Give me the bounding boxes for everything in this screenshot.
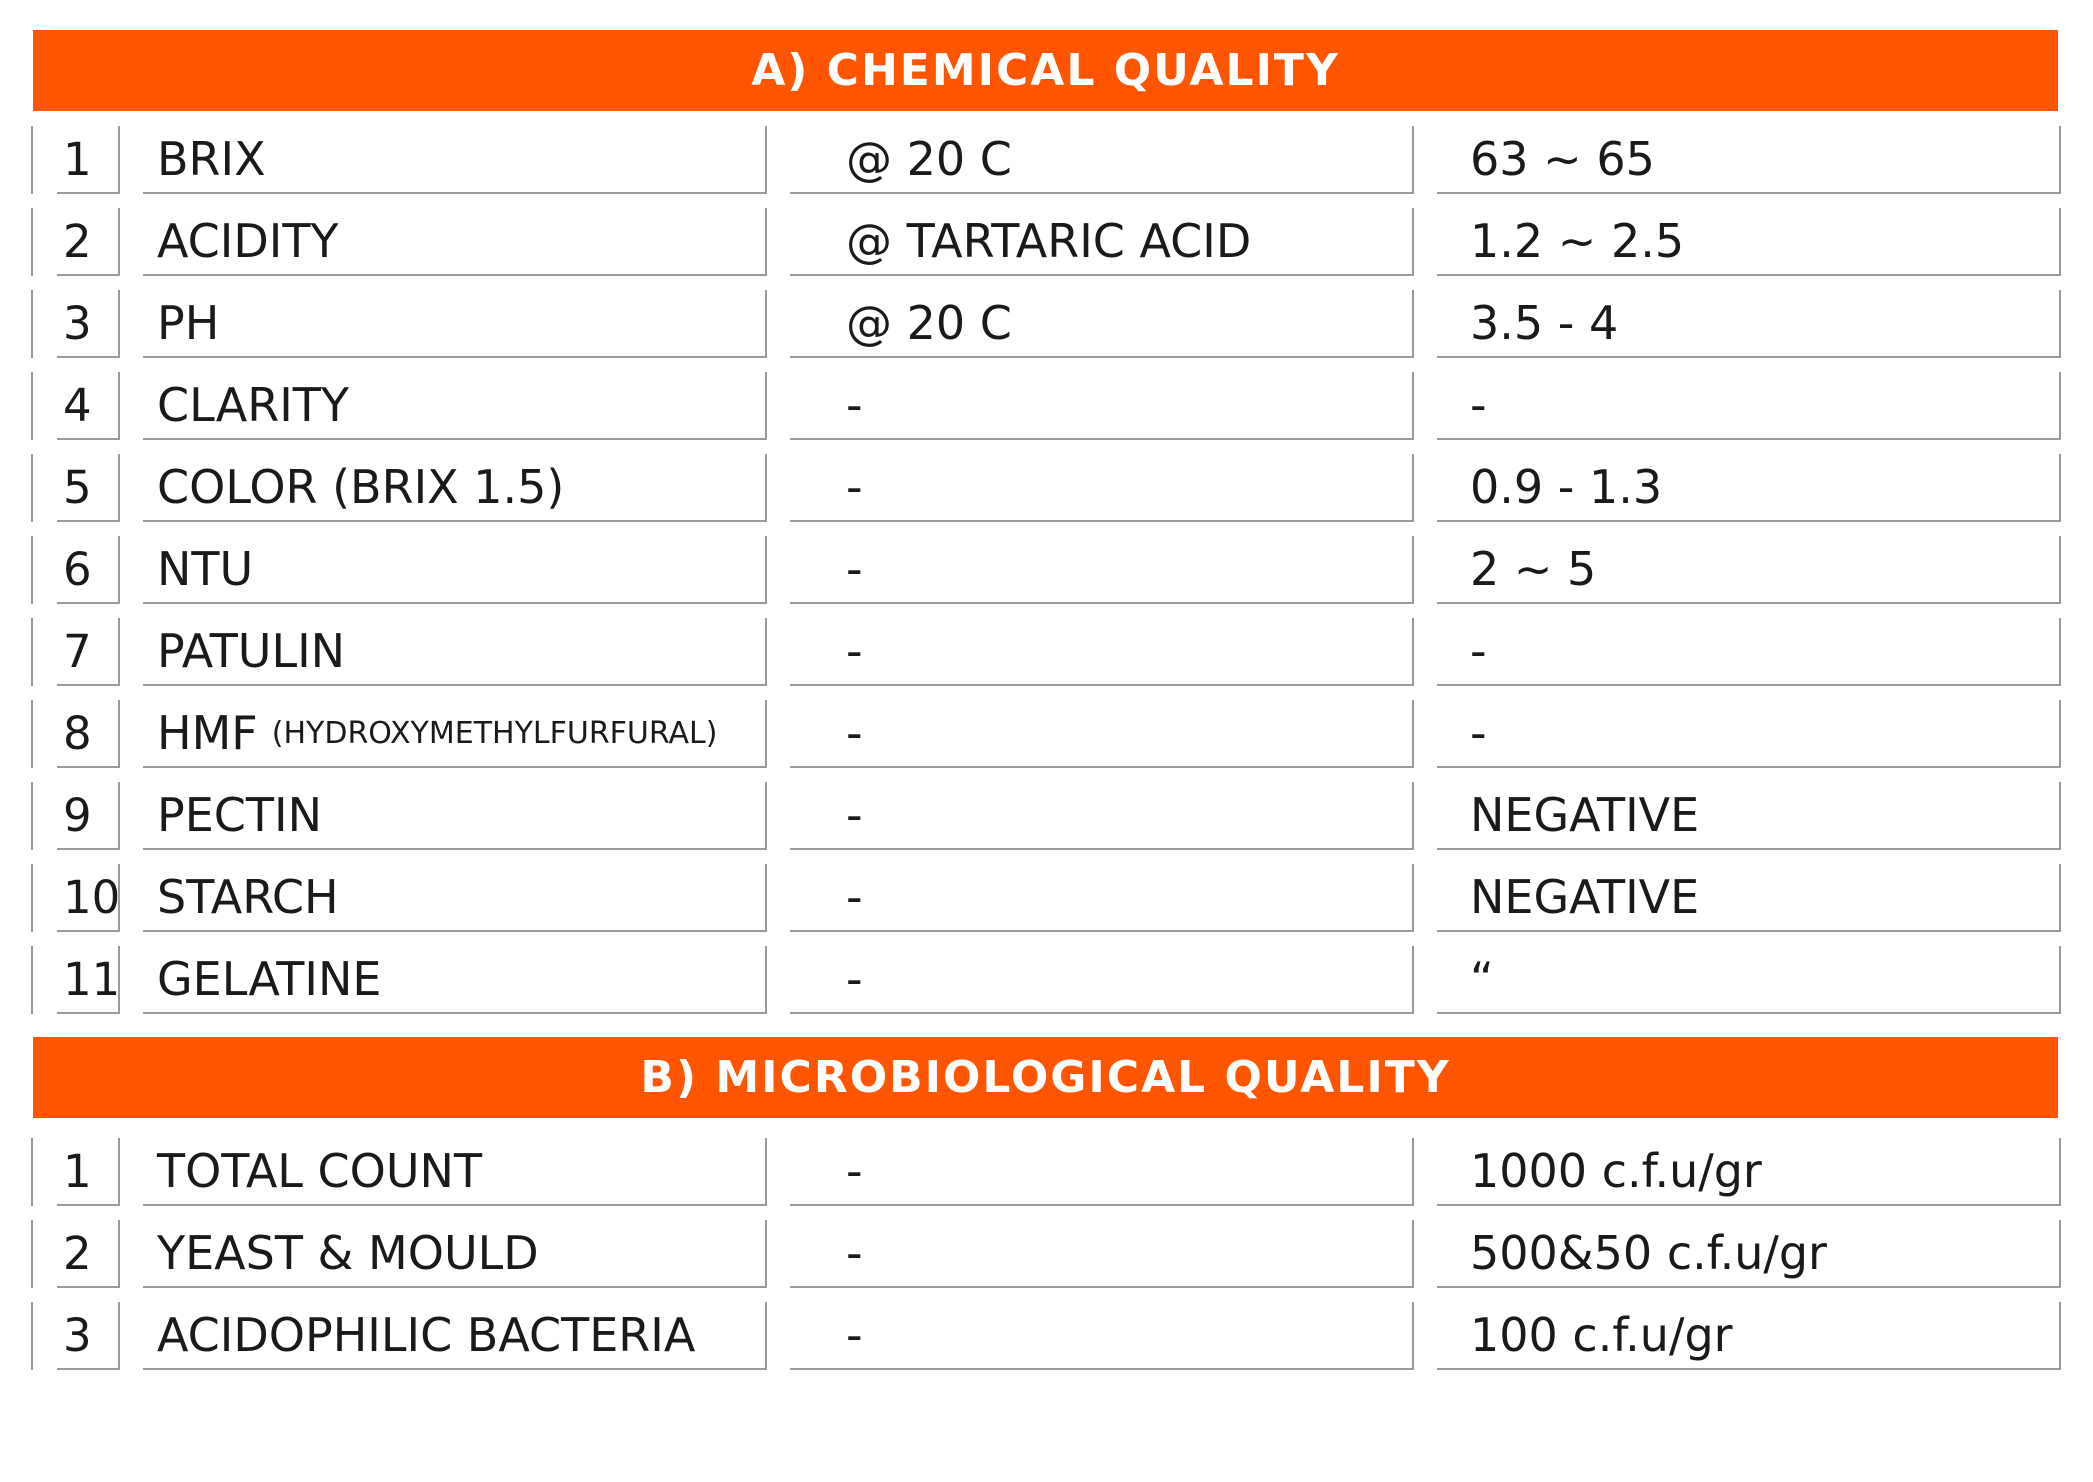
value-cell: “	[1437, 946, 2061, 1014]
row-left-rule	[31, 208, 33, 276]
row-number: 2	[57, 1220, 120, 1288]
row-left-rule	[31, 700, 33, 768]
parameter-cell	[143, 1138, 767, 1206]
section-a-header	[33, 30, 2058, 111]
condition-cell: @ 20 C	[790, 126, 1414, 194]
parameter-cell	[143, 700, 767, 768]
row-left-rule	[31, 1138, 33, 1206]
parameter-name: BRIX	[157, 132, 266, 186]
parameter-name: GELATINE	[157, 952, 382, 1006]
value-cell: 63 ~ 65	[1437, 126, 2061, 194]
row-number: 2	[57, 208, 120, 276]
parameter-cell	[143, 1302, 767, 1370]
table-row	[0, 1220, 2093, 1302]
row-left-rule	[31, 126, 33, 194]
condition-cell: -	[790, 618, 1414, 686]
parameter-cell	[143, 372, 767, 440]
parameter-cell	[143, 208, 767, 276]
value-cell: -	[1437, 618, 2061, 686]
condition-cell: -	[790, 946, 1414, 1014]
value-cell: -	[1437, 700, 2061, 768]
row-left-rule	[31, 782, 33, 850]
row-number: 8	[57, 700, 120, 768]
parameter-name: CLARITY	[157, 378, 349, 432]
row-number: 7	[57, 618, 120, 686]
row-number: 5	[57, 454, 120, 522]
table-row	[0, 700, 2093, 782]
parameter-cell	[143, 536, 767, 604]
section-b-title: B) MICROBIOLOGICAL QUALITY	[640, 1052, 1451, 1103]
parameter-name: YEAST & MOULD	[157, 1226, 539, 1280]
row-left-rule	[31, 536, 33, 604]
row-left-rule	[31, 290, 33, 358]
table-row	[0, 1302, 2093, 1384]
parameter-cell	[143, 864, 767, 932]
table-row	[0, 208, 2093, 290]
parameter-name: ACIDITY	[157, 214, 339, 268]
table-row	[0, 290, 2093, 372]
row-left-rule	[31, 618, 33, 686]
value-cell: 500&50 c.f.u/gr	[1437, 1220, 2061, 1288]
parameter-name: PECTIN	[157, 788, 322, 842]
value-cell: 2 ~ 5	[1437, 536, 2061, 604]
table-row	[0, 864, 2093, 946]
parameter-cell	[143, 946, 767, 1014]
row-number: 3	[57, 1302, 120, 1370]
value-cell: 1.2 ~ 2.5	[1437, 208, 2061, 276]
row-left-rule	[31, 864, 33, 932]
condition-cell: -	[790, 1302, 1414, 1370]
condition-cell: -	[790, 536, 1414, 604]
row-left-rule	[31, 1220, 33, 1288]
condition-cell: -	[790, 1220, 1414, 1288]
parameter-cell	[143, 618, 767, 686]
condition-cell: -	[790, 454, 1414, 522]
parameter-name: NTU	[157, 542, 254, 596]
row-number: 10	[57, 864, 120, 932]
row-number: 6	[57, 536, 120, 604]
row-number: 4	[57, 372, 120, 440]
table-row	[0, 618, 2093, 700]
parameter-name: PATULIN	[157, 624, 346, 678]
parameter-note: (HYDROXYMETHYLFURFURAL)	[271, 715, 718, 751]
parameter-name: TOTAL COUNT	[157, 1144, 483, 1198]
row-left-rule	[31, 454, 33, 522]
table-row	[0, 126, 2093, 208]
value-cell: NEGATIVE	[1437, 864, 2061, 932]
parameter-cell	[143, 126, 767, 194]
parameter-name: STARCH	[157, 870, 339, 924]
section-a-title: A) CHEMICAL QUALITY	[751, 45, 1340, 96]
value-cell: 100 c.f.u/gr	[1437, 1302, 2061, 1370]
value-cell: NEGATIVE	[1437, 782, 2061, 850]
parameter-cell	[143, 1220, 767, 1288]
condition-cell: @ TARTARIC ACID	[790, 208, 1414, 276]
row-number: 11	[57, 946, 120, 1014]
condition-cell: -	[790, 372, 1414, 440]
value-cell: 3.5 - 4	[1437, 290, 2061, 358]
row-number: 1	[57, 126, 120, 194]
value-cell: -	[1437, 372, 2061, 440]
row-number: 3	[57, 290, 120, 358]
parameter-cell	[143, 290, 767, 358]
value-cell: 1000 c.f.u/gr	[1437, 1138, 2061, 1206]
condition-cell: -	[790, 1138, 1414, 1206]
value-cell: 0.9 - 1.3	[1437, 454, 2061, 522]
table-row	[0, 1138, 2093, 1220]
table-row	[0, 372, 2093, 454]
table-row	[0, 536, 2093, 618]
parameter-name: PH	[157, 296, 220, 350]
row-left-rule	[31, 1302, 33, 1370]
table-row	[0, 454, 2093, 536]
parameter-cell	[143, 782, 767, 850]
parameter-name: HMF	[157, 706, 258, 760]
row-number: 9	[57, 782, 120, 850]
table-row	[0, 782, 2093, 864]
row-number: 1	[57, 1138, 120, 1206]
table-row	[0, 946, 2093, 1028]
row-left-rule	[31, 946, 33, 1014]
parameter-name: COLOR (BRIX 1.5)	[157, 460, 565, 514]
parameter-cell	[143, 454, 767, 522]
parameter-name: ACIDOPHILIC BACTERIA	[157, 1308, 696, 1362]
condition-cell: @ 20 C	[790, 290, 1414, 358]
section-b-header	[33, 1037, 2058, 1118]
row-left-rule	[31, 372, 33, 440]
condition-cell: -	[790, 700, 1414, 768]
condition-cell: -	[790, 864, 1414, 932]
condition-cell: -	[790, 782, 1414, 850]
